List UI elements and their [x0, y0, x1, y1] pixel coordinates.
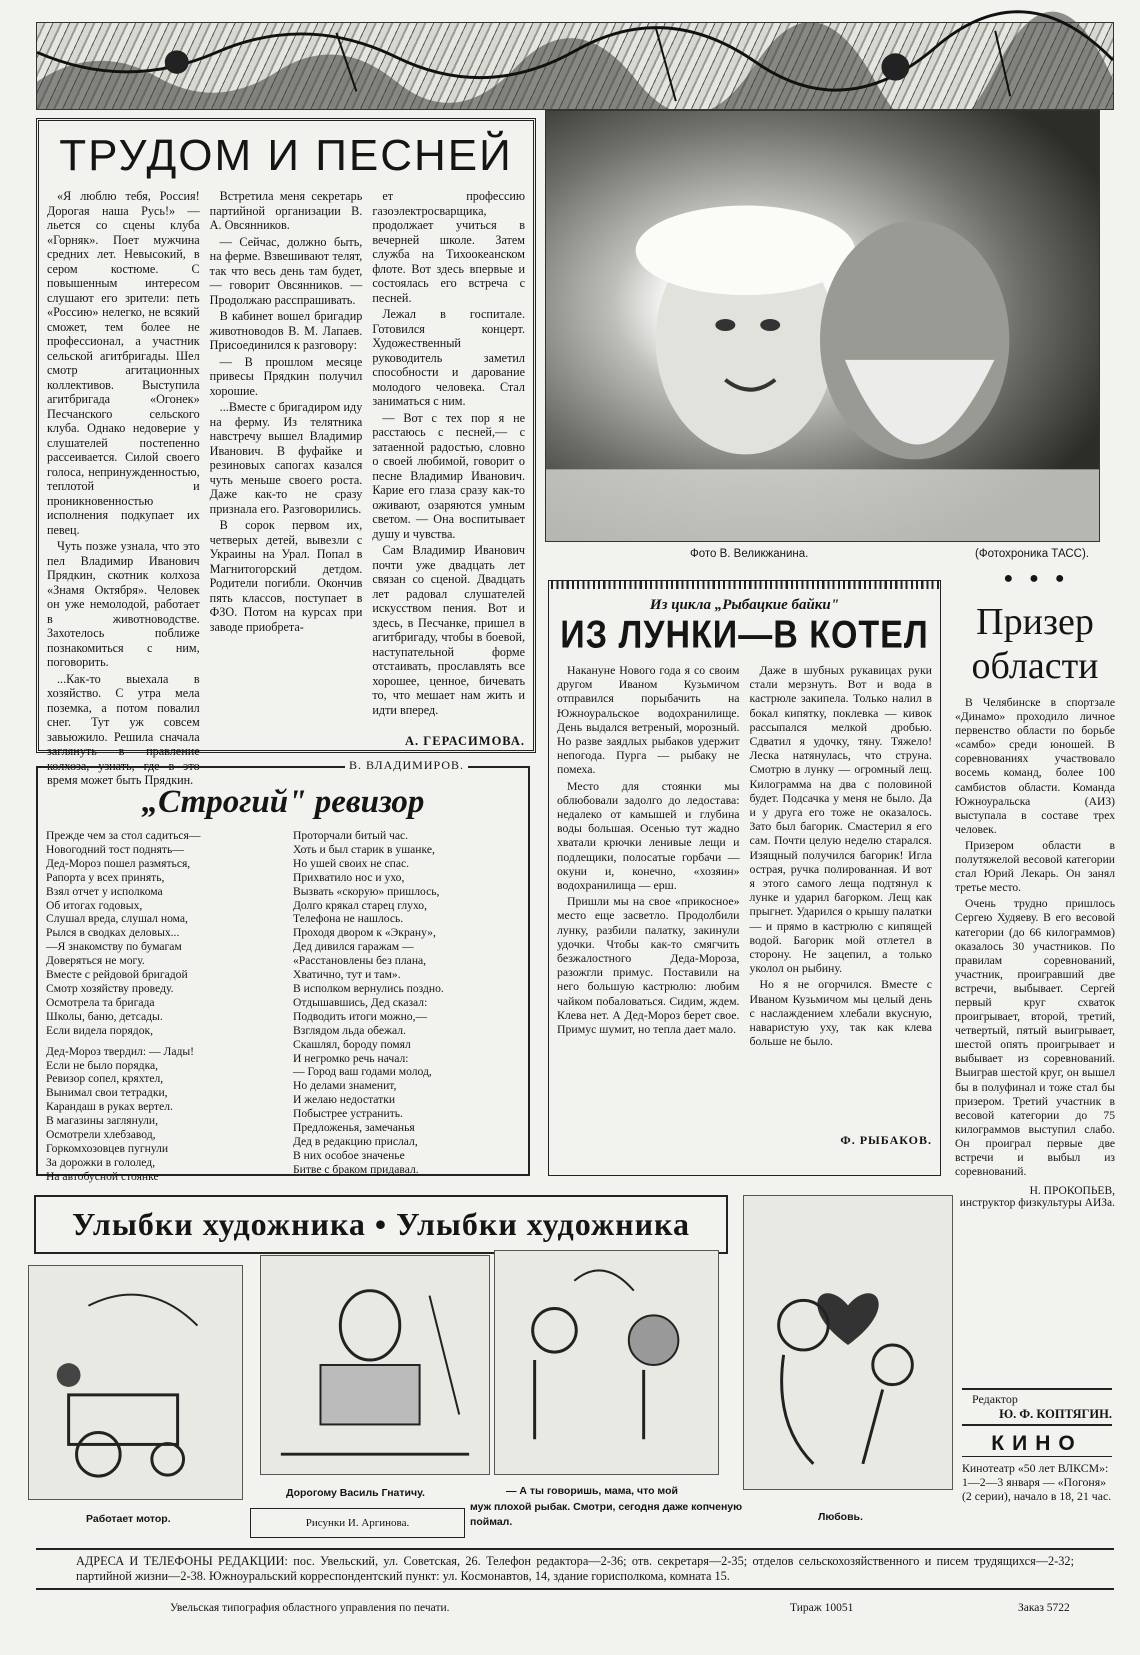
poem-line: Взглядом льда обежал. [293, 1023, 406, 1037]
poem-line: Проходя двором к «Экрану», [293, 926, 436, 940]
poem-line: На автобусной стоянке [46, 1169, 159, 1183]
poem-line: Дед дивился гаражам — [293, 940, 414, 954]
poem-line: И негромко речь начал: [293, 1051, 409, 1065]
poem-line: Смотр хозяйству проведу. [46, 981, 174, 995]
article-signature: Ф. РЫБАКОВ. [840, 1133, 932, 1147]
article-column-1 [47, 189, 200, 787]
article-column-2 [750, 663, 933, 1133]
footer-order: Заказ 5722 [1018, 1602, 1070, 1614]
hatched-border [549, 581, 940, 589]
cartoon-caption-3-line-1: — А ты говоришь, мама, что мой [506, 1485, 678, 1497]
paragraph: «Я люблю тебя, Россия! Дорогая наша Русь!» —льется со сцены клуба «Горняк». Поет мужчина средних лет. Невысокий, в сером костюме. С повышенным интересом слушают его зрители: петь «Россию» нелегко, не всякий сможет, тем более не профессионал, а участник сельской агитбригады. Шел смотр агитационных коллективов. Выступила агитбригада «Огонек» Песчанского сельского клуба. Однако недоверие у слушателей постепенно рассеивается. Силой своего голоса, непринужденностью, теплотой и проникновенностью исполнения подкупает их певец. [47, 189, 200, 537]
cinema-listing: Кинотеатр «50 лет ВЛКСМ»: 1—2—3 января — «Погоня» (2 серии), начало в 18, 21 час. [962, 1461, 1112, 1503]
paragraph: В кабинет вошел бригадир животноводов В. М. Лапаев. Присоединился к разговору: [209, 309, 363, 352]
article-column-3 [372, 189, 525, 734]
paragraph: Сам Владимир Иванович почти уже двадцать лет связан со сценой. Двадцать лет радовал слушателей искусством пения. Вот и здесь, в Песчанке, пришел в агитбригаду, чтобы в боевой, наступательной форме отстаивать, прославлять все хорошее, ценное, бичевать то, что мешает нам жить и идти вперед. [372, 543, 526, 717]
author-role: инструктор физкультуры АИЗа. [959, 1197, 1115, 1210]
poem-line: Доверяться не могу. [46, 954, 145, 968]
cinema-title: КИНО [962, 1432, 1112, 1457]
paragraph: Место для стоянки мы облюбовали задолго до ледостава: недалеко от камышей и глубина воды большая. Осенью тут жадно хватали крючки ленивые лещи и подлещики, полосатые горбачи — окуни и, конечно, «хозяин» водохранилища — ерш. [557, 778, 740, 893]
paragraph: В сорок первом их, четверых детей, вывезли с Украины на Урал. Попал в Магнитогорский детдом. Родители погибли. Окончив пять классов, поступает в ФЗО. Потом на курсах при заводе приобрета- [209, 518, 363, 634]
poem-line: «Расстановлены без плана, [293, 954, 427, 968]
footer-address: АДРЕСА И ТЕЛЕФОНЫ РЕДАКЦИИ: пос. Увельский, ул. Советская, 26. Телефон редактора—2-36; отв. секретаря—2-35; отделов сельскохозяйственного и писем трудящихся—2-32; партийной жизни—2-38. Южноуральский корреспондентский пункт: ул. Космонавтов, 14, здание горисполкома, комната 15. [36, 1548, 1114, 1590]
article-body [955, 696, 1115, 1179]
poem-title: „Строгий" ревизор [141, 784, 425, 820]
paragraph: ет профессию газоэлектросварщика, продолжает учиться в вечерней школе. Затем служба на Тихоокеанском флоте. Вот здесь впервые и состоялась его встреча с песней. [372, 189, 526, 305]
article-column-2 [210, 189, 363, 734]
paragraph: Лежал в госпитале. Готовился концерт. Художественный руководитель заметил способности и дарование молодого человека. Стал заниматься с ним. [372, 307, 526, 408]
poem-column-1 [46, 829, 273, 1184]
poem-line: — Город ваш годами молод, [293, 1065, 432, 1079]
poem-line: И желаю недостатки [293, 1093, 396, 1107]
poem-line: Ревизор сопел, кряхтел, [46, 1072, 164, 1086]
poem-line: Отдышавшись, Дед сказал: [293, 995, 428, 1009]
artist-credit: Рисунки И. Аргинова. [250, 1508, 465, 1538]
paragraph: ...Вместе с бригадиром иду на ферму. Из телятника навстречу вышел Владимир Иванович. В фуфайке и резиновых сапогах казался чуть меньше своего роста. Даже как-то не сразу признала его. Разговорились. [209, 400, 363, 516]
poem-line: В них особое значенье [293, 1148, 405, 1162]
poem-line: Побыстрее устранить. [293, 1107, 403, 1121]
poem-author: В. ВЛАДИМИРОВ. [345, 758, 468, 773]
poem-line: Дед-Мороз пошел размяться, [46, 856, 191, 870]
poem-line: Слушал вреда, слушал нома, [46, 912, 188, 926]
cartoon-caption-1: Работает мотор. [86, 1513, 171, 1525]
poem-line: Осмотрела та бригада [46, 995, 155, 1009]
poem-line: Вынимал свои тетрадки, [46, 1086, 168, 1100]
poem-line: Но ушей своих не спас. [293, 856, 410, 870]
poem-line: Если видела порядок, [46, 1023, 154, 1037]
poem-line: Дед-Мороз твердил: — Лады! [46, 1044, 195, 1058]
holiday-photo [545, 110, 1100, 542]
paragraph: Призером области в полутяжелой весовой категории стал Юрий Лекарь. Он занял третье место. [955, 838, 1115, 895]
poem-line: Взял отчет у исполкома [46, 884, 163, 898]
poem-line: Прихватило нос и ухо, [293, 870, 405, 884]
poem-line: Рапорта у всех принять, [46, 870, 165, 884]
poem-line: Битве с браком придавал. [293, 1162, 419, 1176]
poem-line: Рылся в сводках деловых... [46, 926, 180, 940]
poem-line: —Я знакомству по бумагам [46, 940, 182, 954]
poem-line: Проторчали битый час. [293, 829, 409, 842]
cartoon-love [743, 1195, 953, 1490]
paragraph: Чуть позже узнала, что это пел Владимир Иванович Прядкин, скотник колхоза «Знамя Октября». Человек он уже немолодой, работает в животноводстве. Захотелось поближе познакомиться с ним, поговорить. [47, 539, 200, 669]
poem-line: Школы, баню, детсады. [46, 1009, 163, 1023]
article-title: ТРУДОМ И ПЕСНЕЙ [59, 131, 513, 180]
article-signature: А. ГЕРАСИМОВА. [405, 734, 525, 748]
poem-line: Подводить итоги можно,— [293, 1009, 428, 1023]
cinema-block [962, 1432, 1112, 1503]
poem-line: Но делами знаменит, [293, 1079, 397, 1093]
editor-block [962, 1388, 1112, 1426]
cartoon-tractor [28, 1265, 243, 1500]
poem-strict-inspector [36, 758, 530, 1183]
paragraph: Встретила меня секретарь партийной организации В. А. Овсянников. [209, 189, 363, 232]
poem-line: Если не было порядка, [46, 1058, 159, 1072]
poem-line: Вместе с рейдовой бригадой [46, 968, 188, 982]
editor-name: Ю. Ф. КОПТЯГИН. [962, 1407, 1112, 1426]
poem-line: В исполком вернулись поздно. [293, 981, 444, 995]
cartoons-header: Улыбки художника • Улыбки художника [34, 1195, 728, 1254]
footer-printer: Увельская типография областного управления по печати. [170, 1602, 450, 1614]
cartoon-caption-4: Любовь. [818, 1511, 863, 1523]
poem-line [46, 1038, 273, 1045]
paragraph: Но я не огорчился. Вместе с Иваном Кузьмичом мы целый день с наслаждением хлебали вкусную, наваристую уху, так как клева больше не было. [749, 977, 932, 1049]
poem-line: Осмотрели хлебзавод, [46, 1128, 156, 1142]
cartoon-caption-2: Дорогому Василь Гнатичу. [286, 1487, 425, 1499]
poem-line: Скашлял, бороду помял [293, 1037, 411, 1051]
article-column-1 [557, 663, 740, 1133]
poem-line: Прежде чем за стол садиться— [46, 829, 201, 842]
poem-line: Вызвать «скорую» пришлось, [293, 884, 440, 898]
paragraph: Накануне Нового года я со своим другом Иваном Кузьмичом отправился порыбачить на Южноуральское водохранилище. День выдался ветреный, морозный. Но разве заядлых рыбаков удержит непогода. Пурга — рыбаку не помеха. [557, 663, 740, 777]
poem-line: Телефона не нашлось. [293, 912, 404, 926]
paragraph: — В прошлом месяце привесы Прядкин получил хорошие. [209, 354, 363, 398]
paragraph: Очень трудно пришлось Сергею Худяеву. В его весовой категории (до 66 килограммов) оказалось 30 участников. По правилам соревнований, участник, проигравший две встречи, выбывает. Сергей первый круг схваток проигрывает, второй, третий, четвертый, пятый выигрывает, шестой опять проигрывает и выбывает из соревнований. Выиграв шестой круг, он вышел бы в полуфинал и тоже стал бы призером. Третий участник в весовой категории до 75 килограммов выступил слабо. Он проиграл первые две встречи и выбыл из соревнований. [955, 897, 1115, 1179]
poem-line: В магазины заглянули, [46, 1114, 159, 1128]
poem-line: За дорожки в гололед, [46, 1155, 156, 1169]
poem-line: Хватично, тут и там». [293, 968, 401, 982]
paragraph: В Челябинске в спортзале «Динамо» проходило личное первенство области по борьбе «самбо» среди юношей. В соревнованиях участвовало восемь команд, более 100 самбистов области. Команда Южноуральска (АИЗ) выступала в составе трех человек. [955, 696, 1115, 836]
author-name: Н. ПРОКОПЬЕВ, [1029, 1185, 1115, 1198]
article-title-line-1: Призер [976, 601, 1094, 643]
paragraph: — Сейчас, должно быть, на ферме. Взвешивают телят, так что весь день там будет,— говорит Овсянников. — Продолжаю расспрашивать. [209, 234, 363, 307]
paragraph: ...Как-то выехала в хозяйство. С утра мела поземка, а потом повалил снег. Тут уж совсем завьюжило. Решила сначала заглянуть в правление колхоза, узнать, где в это время может быть Прядкин. [47, 671, 200, 787]
article-from-hole-to-pot [548, 580, 941, 1176]
article-regional-prizewinner [955, 600, 1115, 1290]
paragraph: — Вот с тех пор я не расстаюсь с песней,— с затаенной радостью, словно о своей любимой, говорит о песне Владимир Иванович. Карие его глаза сразу как-то оживают, озаряются умным светом. — Она воспитывает душу и чувства. [372, 410, 526, 541]
poem-line: Предложенья, замечанья [293, 1121, 415, 1135]
photo-agency: (Фотохроника ТАСС). [975, 548, 1090, 560]
cartoon-fisherman [494, 1250, 719, 1475]
editor-label: Редактор [972, 1392, 1018, 1406]
footer-circulation: Тираж 10051 [790, 1602, 854, 1614]
cartoon-caption-3-line-2: муж плохой рыбак. Смотри, сегодня даже копченую поймал. [470, 1501, 743, 1528]
separator-dots: ● ● ● [1003, 570, 1071, 587]
poem-line: Новогодний тост поднять— [46, 842, 184, 856]
article-title-line-2: области [971, 645, 1099, 687]
poem-line: Дед в редакцию прислал, [293, 1134, 418, 1148]
poem-line: Хоть и был старик в ушанке, [293, 842, 435, 856]
photo-credit: Фото В. Великжанина. [690, 548, 809, 560]
poem-line: Долго крякал старец глухо, [293, 898, 427, 912]
article-title: ИЗ ЛУНКИ—В КОТЕЛ [560, 613, 929, 657]
header-ornament-banner [36, 22, 1114, 110]
poem-column-2 [293, 829, 520, 1184]
cartoons-section [28, 1195, 950, 1535]
poem-line: Об итогах годовых, [46, 898, 143, 912]
poem-line: Карандаш в руках вертел. [46, 1100, 173, 1114]
poem-line: Горкомхозовцев пугнули [46, 1141, 169, 1155]
series-label: Из цикла „Рыбацкие байки" [649, 597, 840, 613]
cartoon-gift [260, 1255, 490, 1475]
paragraph: Пришли мы на свое «прикосное» место еще засветло. Продолбили лунку, разбили палатку, закинули удочки. Чтобы как-то смягчить безжалостного Деда-Мороза, разожгли примус. Поставили на него большую кастрюлю: любим чайком побаловаться. Сидим, ждем. Клева нет. А Дед-Мороз берет свое. Примус шумит, но тепла дает мало. [557, 894, 740, 1037]
paragraph: Даже в шубных рукавицах руки стали мерзнуть. Вот и вода в кастрюле закипела. Только налил в бокал кипятку, поклевка — кивок рассыпался мелкой дробью. Сдватил я удочку, тяну. Тяжело! Леска натянулась, что струна. Смотрю в лунку — огромный лещ. Килограмма на два с половиной будет. Подсачка у меня не было. Да и у друга его тоже не оказалось. Зато был багорик. Смастерил я его сам. Почти целую неделю старался. Изящный получился багорик! Игла острая, ручка полированная. И вот я этого самого леща подтянул к лунке и ударил багорком. Лещ как прыгнет. Ударился о крышу палатки — и прямо в кастрюлю с кипящей водой. Багорик мой отлетел в сторону. Не зацепил, а только уколол он рыбину. [749, 663, 932, 976]
